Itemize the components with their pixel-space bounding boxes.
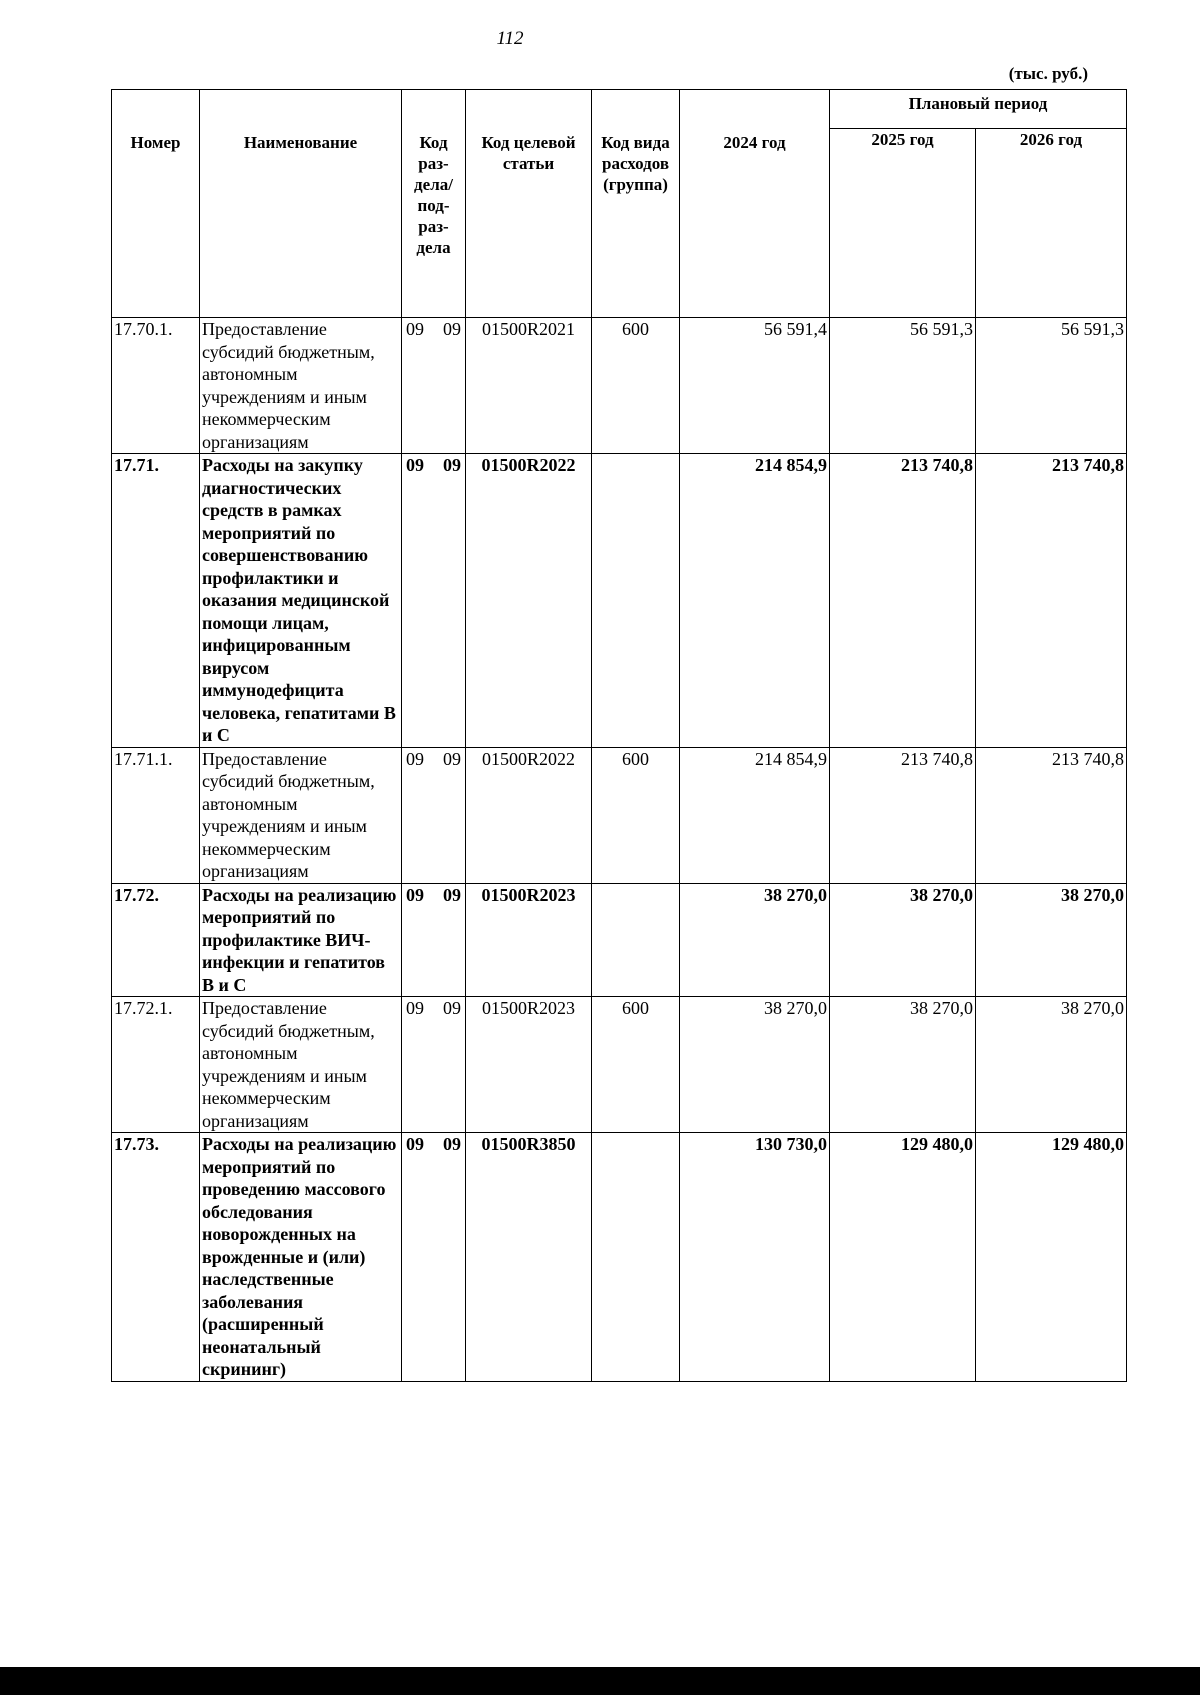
row-name: Расходы на реализацию мероприятий по профилактике ВИЧ-инфекции и гепатитов В и С: [200, 883, 402, 997]
row-section-code: [402, 1133, 466, 1382]
table-row: [112, 1133, 1127, 1382]
row-podrazdel: 09: [443, 748, 461, 769]
table-row: [112, 747, 1127, 883]
row-value-2025: 129 480,0: [830, 1133, 976, 1382]
row-value-2025: 213 740,8: [830, 747, 976, 883]
row-value-2026: 38 270,0: [976, 883, 1127, 997]
table-row: [112, 883, 1127, 997]
header-year-2025: 2025 год: [830, 129, 976, 318]
budget-table: [111, 89, 1127, 1382]
row-name: Предоставление субсидий бюджетным, автономным учреждениям и иным некоммерческим организациям: [200, 747, 402, 883]
header-year-2026: 2026 год: [976, 129, 1127, 318]
row-podrazdel: 09: [443, 1134, 461, 1154]
row-value-2025: 38 270,0: [830, 883, 976, 997]
row-name: Расходы на реализацию мероприятий по проведению массового обследования новорожденных на врожденные и (или) наследственные заболевания (расширенный неонатальный скрининг): [200, 1133, 402, 1382]
row-expense-kind: [592, 883, 680, 997]
row-target-code: 01500R2022: [466, 454, 592, 748]
row-target-code: 01500R2023: [466, 997, 592, 1133]
row-section-code: [402, 883, 466, 997]
row-expense-kind: [592, 454, 680, 748]
row-value-2024: 214 854,9: [680, 747, 830, 883]
row-section-code: [402, 318, 466, 454]
row-razdel: 09: [406, 455, 424, 475]
row-razdel: 09: [406, 998, 424, 1018]
header-expense-kind: Код вида расходов (группа): [592, 90, 680, 318]
row-value-2024: 214 854,9: [680, 454, 830, 748]
row-expense-kind: [592, 1133, 680, 1382]
page-number: 112: [496, 28, 524, 49]
header-section-code: Код раз-дела/ под-раз-дела: [402, 90, 466, 318]
scan-border-bar: [0, 1667, 1200, 1695]
table-row: [112, 997, 1127, 1133]
row-number: 17.70.1.: [112, 318, 200, 454]
row-value-2026: 56 591,3: [976, 318, 1127, 454]
row-value-2024: 130 730,0: [680, 1133, 830, 1382]
row-section-code: [402, 747, 466, 883]
row-value-2025: 38 270,0: [830, 997, 976, 1133]
row-number: 17.71.1.: [112, 747, 200, 883]
row-expense-kind: 600: [592, 997, 680, 1133]
table-body: [112, 318, 1127, 1382]
row-expense-kind: 600: [592, 747, 680, 883]
row-name: Расходы на закупку диагностических средств в рамках мероприятий по совершенствованию профилактики и оказания медицинской помощи лицам, инфицированным вирусом иммунодефицита человека, гепатитами В и С: [200, 454, 402, 748]
header-name: Наименование: [200, 90, 402, 318]
row-name: Предоставление субсидий бюджетным, автономным учреждениям и иным некоммерческим организациям: [200, 997, 402, 1133]
row-value-2026: 213 740,8: [976, 747, 1127, 883]
row-podrazdel: 09: [443, 998, 461, 1018]
row-razdel: 09: [406, 1134, 424, 1154]
header-year-2024: 2024 год: [680, 90, 830, 318]
row-target-code: 01500R3850: [466, 1133, 592, 1382]
row-section-code: [402, 997, 466, 1133]
row-razdel: 09: [406, 319, 424, 339]
row-number: 17.72.1.: [112, 997, 200, 1133]
table-row: [112, 454, 1127, 748]
header-plan-period: Плановый период: [830, 90, 1127, 129]
row-number: 17.73.: [112, 1133, 200, 1382]
row-value-2026: 129 480,0: [976, 1133, 1127, 1382]
row-name: Предоставление субсидий бюджетным, автономным учреждениям и иным некоммерческим организациям: [200, 318, 402, 454]
row-razdel: 09: [406, 884, 424, 905]
row-value-2024: 38 270,0: [680, 883, 830, 997]
row-section-code: [402, 454, 466, 748]
row-target-code: 01500R2022: [466, 747, 592, 883]
row-value-2024: 38 270,0: [680, 997, 830, 1133]
row-target-code: 01500R2021: [466, 318, 592, 454]
row-expense-kind: 600: [592, 318, 680, 454]
row-target-code: 01500R2023: [466, 883, 592, 997]
units-label: (тыс. руб.): [1008, 64, 1088, 83]
row-value-2025: 213 740,8: [830, 454, 976, 748]
row-podrazdel: 09: [443, 319, 461, 339]
row-razdel: 09: [406, 748, 424, 769]
row-value-2026: 38 270,0: [976, 997, 1127, 1133]
row-podrazdel: 09: [443, 884, 461, 905]
row-number: 17.71.: [112, 454, 200, 748]
row-number: 17.72.: [112, 883, 200, 997]
row-value-2024: 56 591,4: [680, 318, 830, 454]
row-podrazdel: 09: [443, 455, 461, 475]
header-row: [112, 90, 1127, 129]
header-number: Номер: [112, 90, 200, 318]
table-row: [112, 318, 1127, 454]
row-value-2025: 56 591,3: [830, 318, 976, 454]
header-target-code: Код целевой статьи: [466, 90, 592, 318]
row-value-2026: 213 740,8: [976, 454, 1127, 748]
